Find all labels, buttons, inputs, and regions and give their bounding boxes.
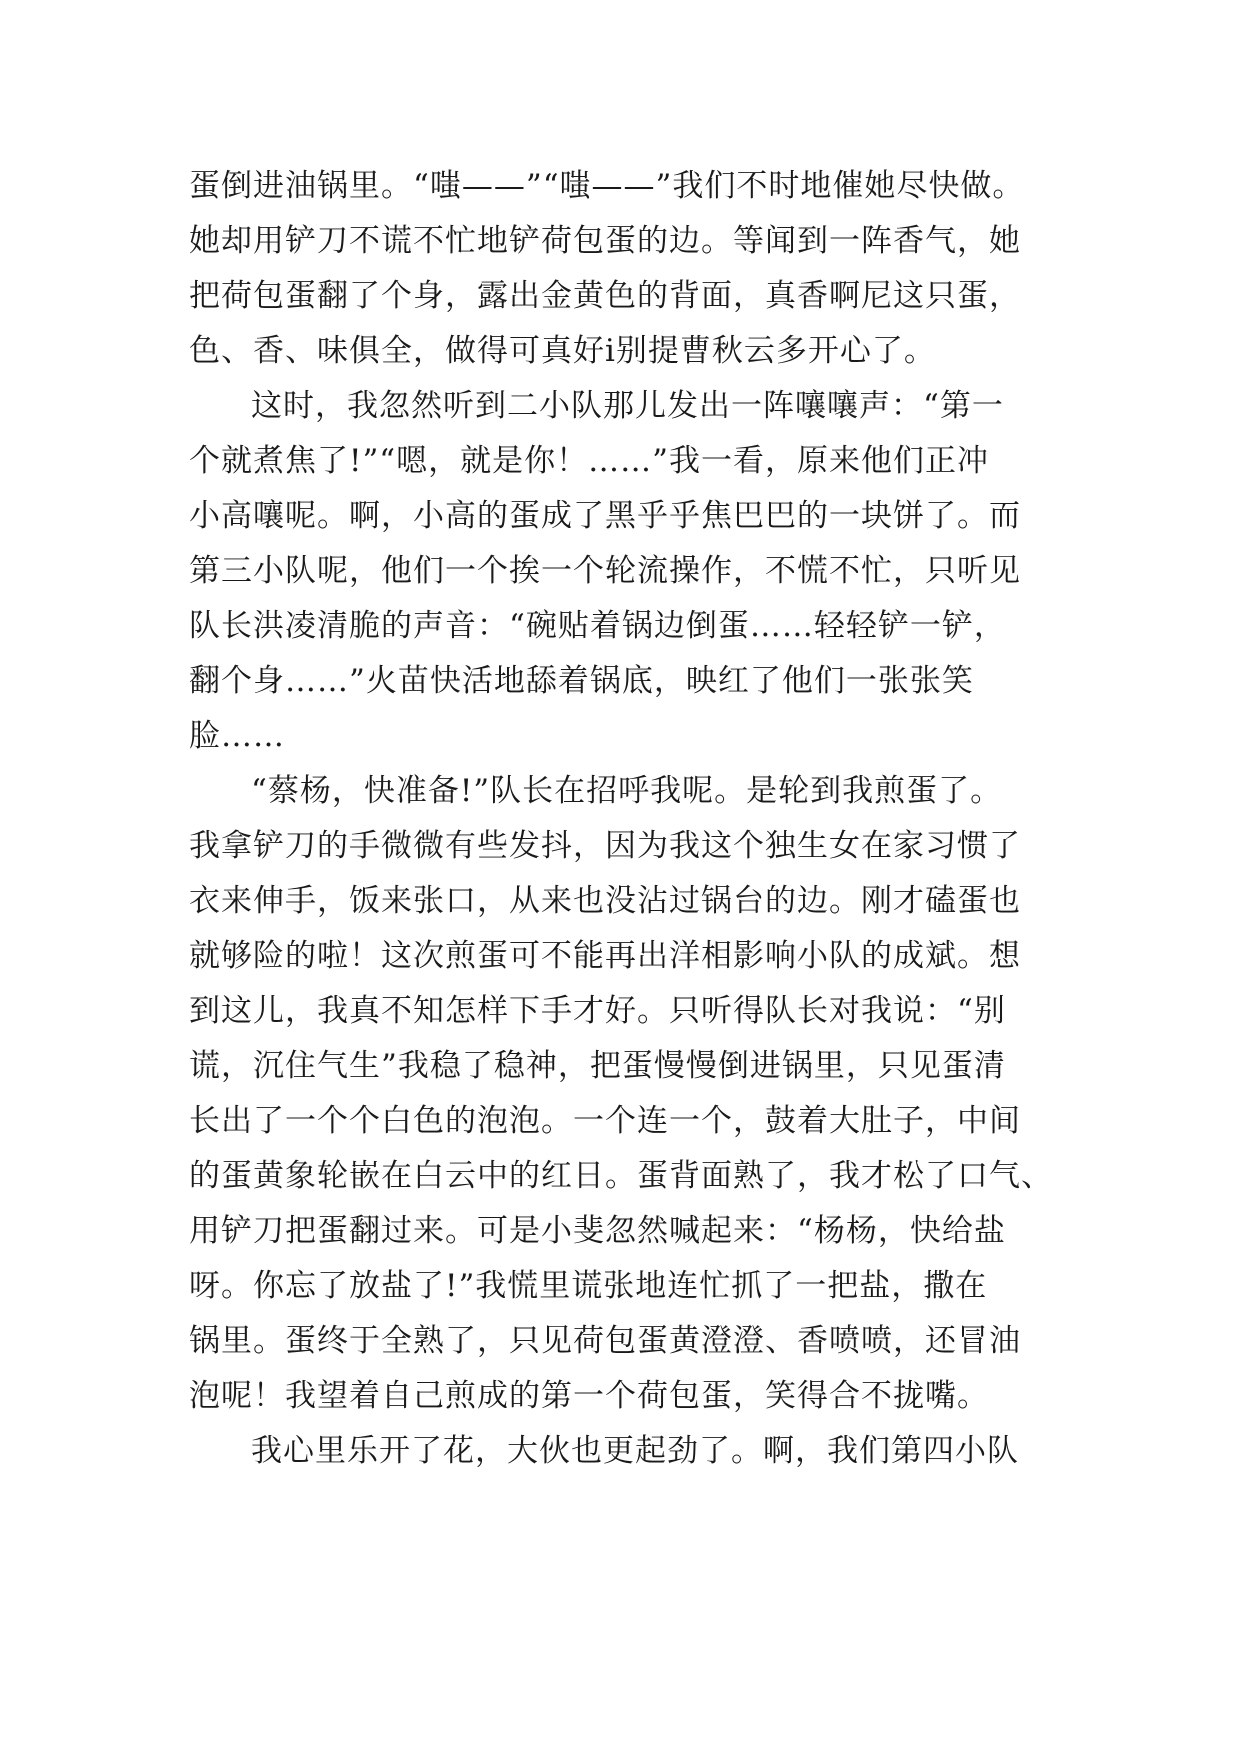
text-line: 脸…… — [189, 718, 285, 754]
text-line: 的蛋黄象轮嵌在白云中的红日。蛋背面熟了，我才松了口气、 — [189, 1158, 1053, 1194]
text-line: 到这儿，我真不知怎样下手才好。只听得队长对我说：“别 — [189, 993, 1006, 1029]
text-line: 我拿铲刀的手微微有些发抖，因为我这个独生女在家习惯了 — [189, 828, 1021, 864]
text-line: 呀。你忘了放盐了!”我慌里谎张地连忙抓了一把盐，撒在 — [189, 1268, 988, 1304]
text-line: 衣来伸手，饭来张口，从来也没沾过锅台的边。刚才磕蛋也 — [189, 883, 1021, 919]
text-line: 就够险的啦！这次煎蛋可不能再出洋相影响小队的成斌。想 — [189, 938, 1021, 974]
text-line: 她却用铲刀不谎不忙地铲荷包蛋的边。等闻到一阵香气，她 — [189, 223, 1021, 259]
essay-body — [189, 159, 1089, 1479]
text-line: 队长洪凌清脆的声音：“碗贴着锅边倒蛋……轻轻铲一铲， — [189, 608, 1006, 644]
text-line: 个就煮焦了!”“嗯，就是你！……”我一看，原来他们正冲 — [189, 443, 989, 479]
text-line: 谎，沉住气生”我稳了稳神，把蛋慢慢倒进锅里，只见蛋清 — [189, 1048, 1006, 1084]
text-line: 第三小队呢，他们一个挨一个轮流操作，不慌不忙，只听见 — [189, 553, 1021, 589]
text-line: 蛋倒进油锅里。“嗤——”“嗤——”我们不时地催她尽快做。 — [189, 168, 1025, 204]
text-line: 把荷包蛋翻了个身，露出金黄色的背面，真香啊尼这只蛋， — [189, 278, 1021, 314]
text-line: 长出了一个个白色的泡泡。一个连一个，鼓着大肚子，中间 — [189, 1103, 1021, 1139]
text-line: “蔡杨，快准备!”队长在招呼我呢。是轮到我煎蛋了。 — [251, 773, 1003, 809]
text-line: 这时，我忽然听到二小队那儿发出一阵嚷嚷声：“第一 — [251, 388, 1004, 424]
text-line: 小高嚷呢。啊，小高的蛋成了黑乎乎焦巴巴的一块饼了。而 — [189, 498, 1021, 534]
text-line: 色、香、味俱全，做得可真好i别提曹秋云多开心了。 — [189, 333, 936, 369]
text-line: 泡呢！我望着自己煎成的第一个荷包蛋，笑得合不拢嘴。 — [189, 1378, 989, 1414]
text-line: 用铲刀把蛋翻过来。可是小斐忽然喊起来：“杨杨，快给盐 — [189, 1213, 1006, 1249]
text-line: 我心里乐开了花，大伙也更起劲了。啊，我们第四小队 — [251, 1433, 1019, 1469]
text-line: 翻个身……”火苗快活地舔着锅底，映红了他们一张张笑 — [189, 663, 974, 699]
text-line: 锅里。蛋终于全熟了，只见荷包蛋黄澄澄、香喷喷，还冒油 — [189, 1323, 1021, 1359]
